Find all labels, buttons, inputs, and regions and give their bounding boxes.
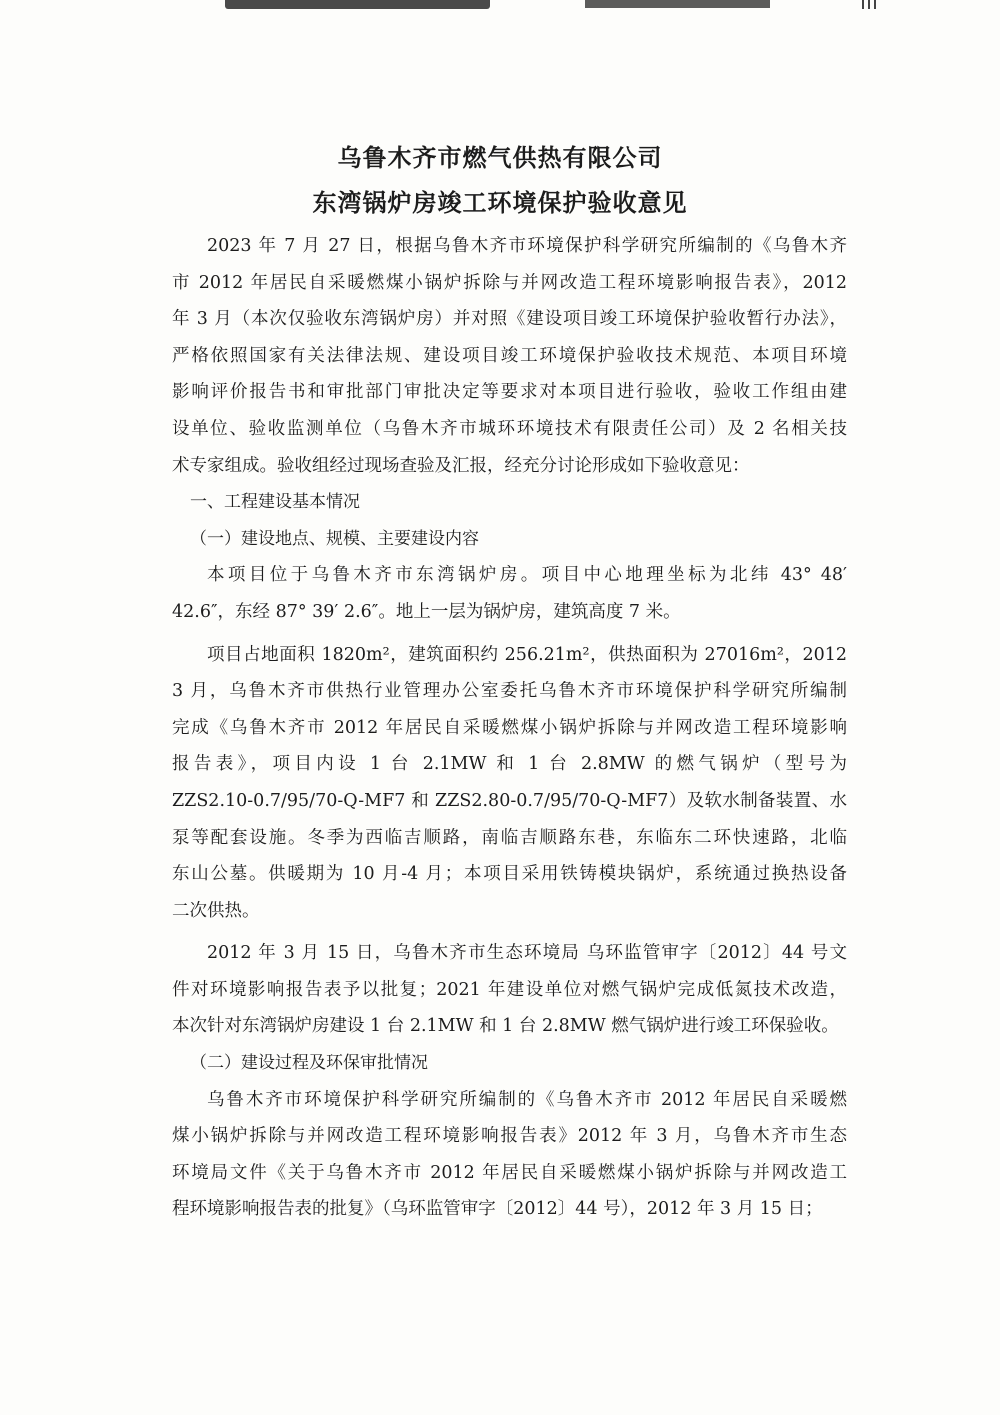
process-line: 煤小锅炉拆除与并网改造工程环境影响报告表》2012 年 3 月，乌鲁木齐市生态 [172, 1126, 847, 1147]
subsection-heading: （二）建设过程及环保审批情况 [190, 1053, 428, 1074]
approval-line: 本次针对东湾锅炉房建设 1 台 2.1MW 和 1 台 2.8MW 燃气锅炉进行竣工环保验收。 [172, 1016, 839, 1037]
intro-line: 年 3 月（本次仅验收东湾锅炉房）并对照《建设项目竣工环境保护验收暂行办法》， [172, 309, 847, 330]
scan-edge-mark [585, 0, 770, 8]
scale-line: 完成《乌鲁木齐市 2012 年居民自采暖燃煤小锅炉拆除与并网改造工程环境影响 [172, 717, 847, 738]
scan-edge-mark [225, 0, 490, 9]
intro-line: 市 2012 年居民自采暖燃煤小锅炉拆除与并网改造工程环境影响报告表》，2012 [172, 272, 847, 293]
approval-line: 2012 年 3 月 15 日，乌鲁木齐市生态环境局 乌环监管审字〔2012〕44 号文 [207, 943, 847, 964]
intro-line: 严格依照国家有关法律法规、建设项目竣工环境保护验收技术规范、本项目环境 [172, 345, 847, 366]
intro-line: 设单位、验收监测单位（乌鲁木齐市城环环境技术有限责任公司）及 2 名相关技 [172, 418, 847, 439]
scan-edge-mark [868, 0, 870, 9]
scale-line: 3 月，乌鲁木齐市供热行业管理办公室委托乌鲁木齐市环境保护科学研究所编制 [172, 681, 847, 702]
location-line: 本项目位于乌鲁木齐市东湾锅炉房。项目中心地理坐标为北纬 43° 48′ [207, 565, 847, 586]
process-line: 乌鲁木齐市环境保护科学研究所编制的《乌鲁木齐市 2012 年居民自采暖燃 [207, 1089, 847, 1110]
scale-line: 项目占地面积 1820m²，建筑面积约 256.21m²，供热面积为 27016m²，2012 [207, 644, 847, 665]
scale-line: 泵等配套设施。冬季为西临吉顺路，南临吉顺路东巷，东临东二环快速路，北临 [172, 827, 847, 848]
scale-line: 东山公墓。供暖期为 10 月-4 月；本项目采用铁铸模块锅炉，系统通过换热设备 [172, 864, 847, 885]
process-line: 程环境影响报告表的批复》（乌环监管审字〔2012〕44 号），2012 年 3 月 15 日； [172, 1199, 823, 1220]
section-heading: 一、工程建设基本情况 [190, 492, 360, 513]
document-title: 乌鲁木齐市燃气供热有限公司 [337, 144, 663, 172]
scale-line: 报告表》，项目内设 1 台 2.1MW 和 1 台 2.8MW 的燃气锅炉（型号为 [172, 754, 847, 775]
intro-line: 术专家组成。验收组经过现场查验及汇报，经充分讨论形成如下验收意见： [172, 455, 750, 476]
subsection-heading: （一）建设地点、规模、主要建设内容 [190, 528, 479, 549]
intro-line: 2023 年 7 月 27 日，根据乌鲁木齐市环境保护科学研究所编制的《乌鲁木齐 [207, 236, 847, 256]
document-body [172, 228, 847, 1228]
document-subtitle: 东湾锅炉房竣工环境保护验收意见 [312, 189, 688, 217]
process-line: 环境局文件《关于乌鲁木齐市 2012 年居民自采暖燃煤小锅炉拆除与并网改造工 [172, 1162, 847, 1183]
intro-line: 影响评价报告书和审批部门审批决定等要求对本项目进行验收，验收工作组由建 [172, 382, 847, 403]
scale-line: 二次供热。 [172, 900, 260, 921]
approval-line: 件对环境影响报告表予以批复；2021 年建设单位对燃气锅炉完成低氮技术改造， [172, 979, 847, 1000]
scan-edge-mark [874, 0, 876, 9]
scale-line: ZZS2.10-0.7/95/70-Q-MF7 和 ZZS2.80-0.7/95/70-Q-MF7）及软水制备装置、水 [172, 790, 847, 811]
location-line: 42.6″，东经 87° 39′ 2.6″。地上一层为锅炉房，建筑高度 7 米。 [172, 601, 681, 622]
scan-edge-mark [862, 0, 864, 9]
